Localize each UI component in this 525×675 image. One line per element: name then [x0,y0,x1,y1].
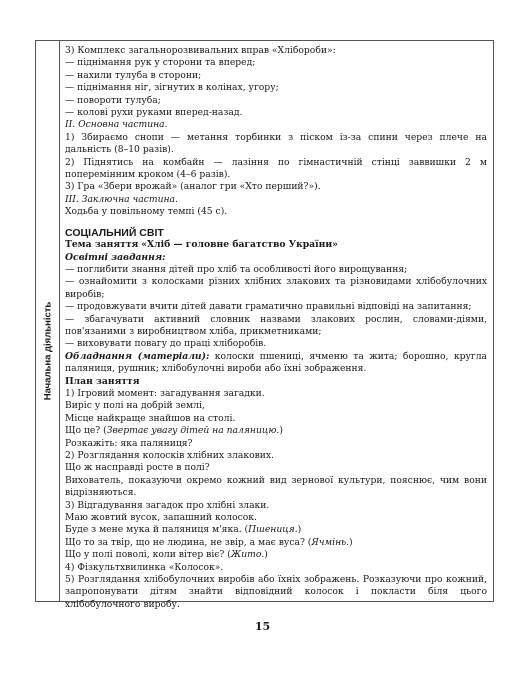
riddle-end: .) [261,549,268,561]
equipment-label: Обладнання (матеріали): [65,350,210,362]
task-item: — поглибити знання дітей про хліб та особливості його вирощування; [65,263,408,275]
content-column [60,41,493,610]
riddle-text: Буде з мене мука й паляниця м'яка. ( [65,524,249,536]
riddle-line: Місце найкраще знайшов на столі. [65,412,236,424]
plan-step: 4) Фізкультхвилинка «Колосок». [65,561,224,573]
riddle-answer: Ячмінь [311,536,347,548]
riddle-text: Що то за твір, що не людина, не звір, а має вуса? ( [65,536,312,548]
plan-heading: План заняття [65,375,140,387]
riddle-end: .) [346,536,353,548]
plan-step: 3) Відгадування загадок про хлібні злаки. [65,499,270,511]
exercise-item: — нахили тулуба в сторони; [65,69,202,81]
riddle-line [65,549,487,561]
riddle-line [65,537,487,549]
riddle-answer: Жито [230,549,262,561]
exercise-item: — колові рухи руками вперед-назад. [65,107,243,119]
content-table [35,40,494,610]
main-part-step: 2) Піднятись на комбайн — лазіння по гімнастичній стінці заввишки 2 м поперемінним кроком (4–6 разів). [65,156,487,181]
equipment-value: колоски пшениці, ячменю та жита; борошно, кругла паляниця, рушник; хлібобулочні вироби або їхні зображення. [65,350,488,375]
riddle-line [65,524,487,536]
exercise-complex-heading: 3) Комплекс загальнорозвивальних вправ «Хлібороби»: [65,45,336,56]
topic-value: «Хліб — головне багатство України» [141,239,338,251]
riddle-question-end: .) [276,425,283,437]
plan-text: Що ж насправді росте в полі? [65,462,210,474]
task-item: — виховувати повагу до праці хліборобів. [65,338,267,350]
sidebar-label: Начальна діяльність [42,301,53,401]
riddle-answer: Пшениця [248,524,295,536]
final-part-heading: III. Заключна частина. [65,193,178,205]
riddle-line: Маю жовтий вусок, запашний колосок. [65,512,257,524]
task-item: — продовжувати вчити дітей давати граматично правильні відповіді на запитання; [65,301,472,313]
section-title: СОЦІАЛЬНИЙ СВІТ [65,226,164,239]
task-item: — збагачувати активний словник назвами злакових рослин, словами-діями, пов'язаними з виробництвом хліба, прикметниками; [65,313,487,337]
topic-line [65,239,487,251]
main-part-step: 1) Збираємо снопи — метання торбинки з піском із-за спини через плече на дальність (8–10 разів). [65,131,487,156]
plan-step: 5) Розглядання хлібобулочних виробів або їхніх зображень. Розказуючи про кожний, запропонувати дітям знайти відповідний колосок і покласти біля цього хлібобулочного виробу. [65,574,487,610]
tasks-heading: Освітні завдання: [65,251,166,263]
exercise-item: — піднімання рук у сторони та вперед; [65,57,256,69]
riddle-question [65,425,487,437]
sidebar-column [36,41,60,601]
plan-step: 2) Розглядання колосків хлібних злакових. [65,450,275,461]
plan-step: 1) Ігровий момент: загадування загадки. [65,387,265,399]
riddle-end: .) [294,524,302,536]
exercise-item: — повороти тулуба; [65,94,161,106]
task-item: — ознайомити з колосками різних хлібних злакових та різновидами хлібобулочних виробів; [65,276,487,300]
plan-text: Вихователь, показуючи окремо кожний вид зернової культури, пояснює, чим вони відрізняються. [65,474,487,499]
equipment-line [65,351,487,376]
riddle-question-note: Звертає увагу дітей на паляницю [106,425,277,437]
topic-label: Тема заняття [65,239,139,251]
plan-text: Розкажіть: яка паляниця? [65,437,193,449]
main-part-step: 3) Гра «Збери врожай» (аналог гри «Хто перший?»). [65,181,321,193]
main-part-heading: II. Основна частина. [65,119,168,131]
exercise-item: — піднімання ніг, зігнутих в колінах, угору; [65,82,279,94]
riddle-line: Виріс у полі на добрій землі, [65,400,205,412]
final-part-text: Ходьба у повільному темпі (45 с). [65,206,228,218]
riddle-text: Що у полі поволі, коли вітер віє? ( [65,549,231,561]
page-number: 15 [254,620,271,633]
riddle-question-text: Що це? ( [65,425,107,437]
